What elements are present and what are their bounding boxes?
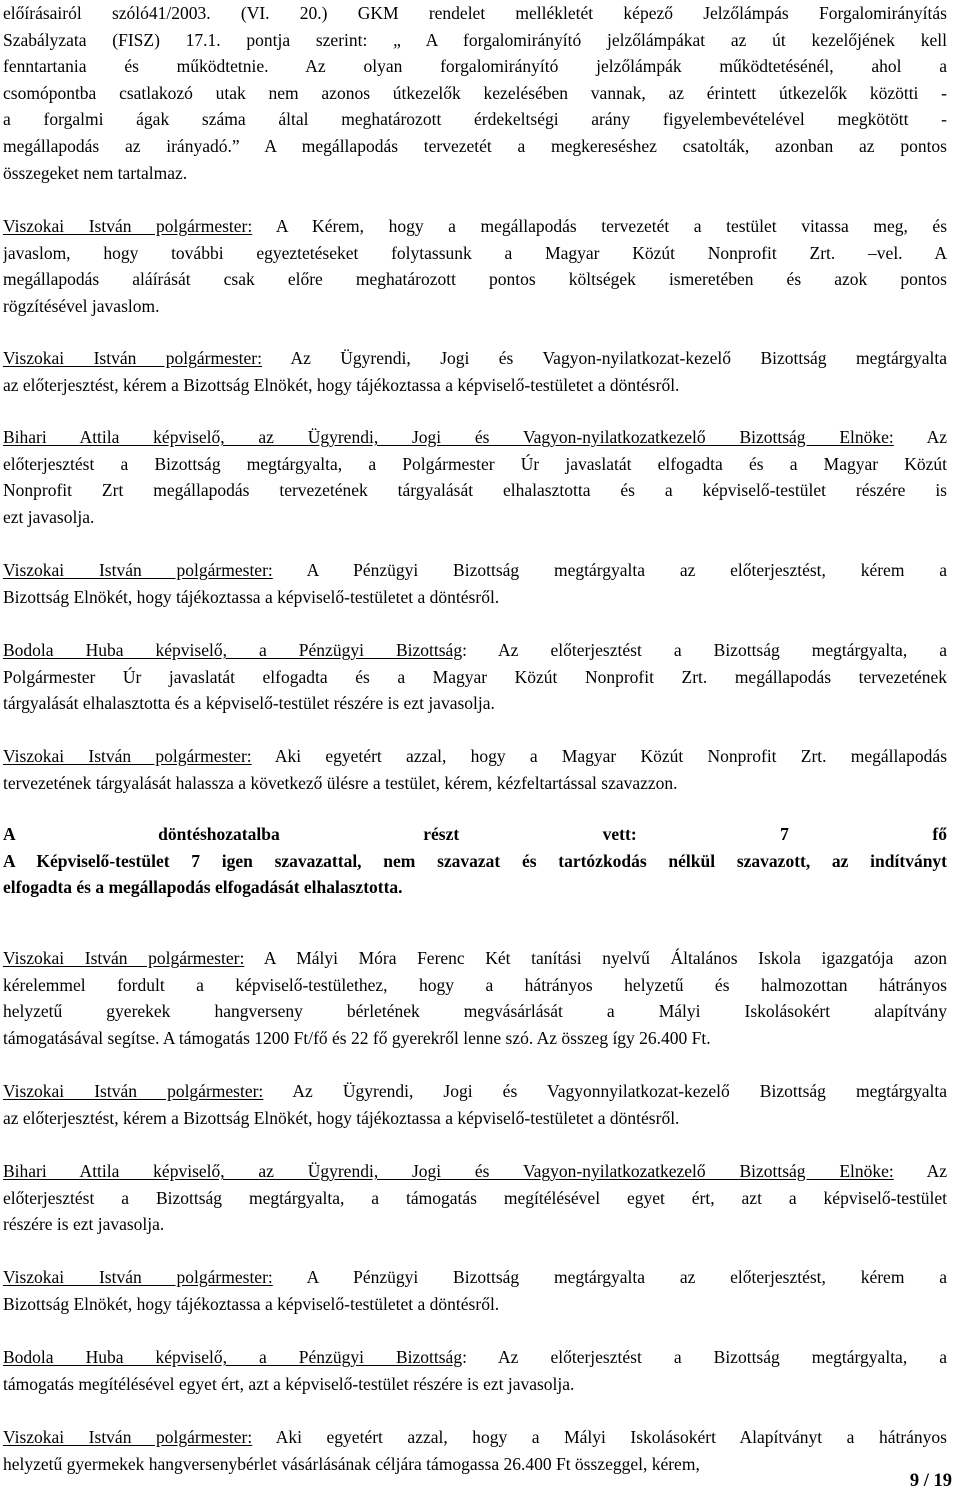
speaker-name: Viszokai István polgármester: <box>3 746 252 766</box>
paragraph <box>3 1078 947 1131</box>
text-line <box>3 477 947 504</box>
paragraph <box>3 557 947 610</box>
text-line <box>3 106 947 133</box>
text-line <box>3 1424 947 1451</box>
line-text: Aki egyetért azzal, hogy a Magyar Közút Nonprofit Zrt. megállapodás <box>251 746 947 766</box>
text-line <box>3 504 947 531</box>
text-line <box>3 998 947 1025</box>
line-text: Az <box>893 427 947 447</box>
line-text: A Kérem, hogy a megállapodás tervezetét a testület vitassa meg, és <box>252 216 947 236</box>
speaker-name: Viszokai István polgármester: <box>3 1267 273 1287</box>
speaker-name: Viszokai István polgármester: <box>3 348 262 368</box>
line-text: tárgyalását elhalasztotta és a képviselő-testület részére is ezt javasolja. <box>3 693 495 714</box>
paragraph <box>3 213 947 319</box>
text-line <box>3 293 947 320</box>
line-text: Aki egyetért azzal, hogy a Mályi Iskolásokért Alapítványt a hátrányos <box>252 1427 947 1447</box>
line-text: a forgalmi ágak száma által meghatározott érdekeltségi arány figyelembevételével megkötött - <box>3 109 947 130</box>
line-text: Polgármester Úr javaslatát elfogadta és a Magyar Közút Nonprofit Zrt. megállapodás tervezetének <box>3 666 947 687</box>
text-line <box>3 53 947 80</box>
text-line <box>3 1158 947 1185</box>
line-text: támogatásával segítse. A támogatás 1200 Ft/fő és 22 fő gyerekről lenne szó. Az összeg így 26.400 Ft. <box>3 1027 711 1048</box>
speaker-name: Viszokai István polgármester: <box>3 560 273 580</box>
line-text: tervezetének tárgyalását halassza a következő ülésre a testület, kérem, kézfeltartással szavazzon. <box>3 772 678 793</box>
text-line <box>3 743 947 770</box>
line-text: : Az előterjesztést a Bizottság megtárgyalta, a <box>462 1347 947 1367</box>
text-line <box>3 160 947 187</box>
line-text: csomópontba csatlakozó utak nem azonos útkezelők kezelésében vannak, az érintett útkezelők közötti - <box>3 82 947 103</box>
line-text: megállapodás az irányadó.” A megállapodás tervezetét a megkereséshez csatolták, azonban az pontos <box>3 135 947 156</box>
paragraph <box>3 1424 947 1477</box>
line-text: Bizottság Elnökét, hogy tájékoztassa a képviselő-testületet a döntésről. <box>3 586 500 607</box>
line-text: részére is ezt javasolja. <box>3 1214 165 1235</box>
text-line <box>3 690 947 717</box>
text-line <box>3 848 947 875</box>
text-line <box>3 80 947 107</box>
speaker-name: Viszokai István polgármester: <box>3 216 253 236</box>
text-line <box>3 1025 947 1052</box>
text-line <box>3 664 947 691</box>
paragraph <box>3 743 947 796</box>
line-text: helyzetű gyermekek hangversenybérlet vásárlásának céljára támogassa 26.400 Ft összeggel, kérem, <box>3 1453 700 1474</box>
line-text: összegeket nem tartalmaz. <box>3 162 188 183</box>
line-text: előterjesztést a Bizottság megtárgyalta, a Polgármester Úr javaslatát elfogadta és a Magyar Közút <box>3 453 947 474</box>
line-text: A Képviselő-testület 7 igen szavazattal, nem szavazat és tartózkodás nélkül szavazott, az indítványt <box>3 850 947 871</box>
paragraph <box>3 637 947 717</box>
line-text: támogatás megítélésével egyet ért, azt a képviselő-testület részére is ezt javasolja. <box>3 1373 575 1394</box>
line-text: Szabályzata (FISZ) 17.1. pontja szerint: „ A forgalomirányító jelzőlámpákat az út kezelőjének kell <box>3 29 947 50</box>
text-line <box>3 770 947 797</box>
paragraph <box>3 424 947 530</box>
text-line <box>3 584 947 611</box>
text-line <box>3 1185 947 1212</box>
paragraph <box>3 1264 947 1317</box>
text-line <box>3 637 947 664</box>
line-text: helyzetű gyerekek hangverseny bérletének megvásárlását a Mályi Iskolásokért alapítvány <box>3 1001 947 1022</box>
text-line <box>3 451 947 478</box>
speaker-name: Viszokai István polgármester: <box>3 948 245 968</box>
line-text: ezt javasolja. <box>3 506 95 527</box>
text-line <box>3 133 947 160</box>
speaker-name: Bodola Huba képviselő, a Pénzügyi Bizottság <box>3 640 463 660</box>
text-line <box>3 1371 947 1398</box>
line-text: Az <box>893 1161 947 1181</box>
line-text: az előterjesztést, kérem a Bizottság Elnökét, hogy tájékoztassa a képviselő-testületet a döntésről. <box>3 374 680 395</box>
speaker-name: Bodola Huba képviselő, a Pénzügyi Bizottság <box>3 1347 463 1367</box>
text-line <box>3 557 947 584</box>
paragraph <box>3 0 947 186</box>
line-text: kérelemmel fordult a képviselő-testülethez, hogy a hátrányos helyzetű és halmozottan hátrányos <box>3 974 947 995</box>
line-text: előterjesztést a Bizottság megtárgyalta, a támogatás megítélésével egyet ért, azt a képviselő-testület <box>3 1187 947 1208</box>
line-text: A Pénzügyi Bizottság megtárgyalta az előterjesztést, kérem a <box>272 1267 947 1287</box>
text-line <box>3 213 947 240</box>
line-text: A Pénzügyi Bizottság megtárgyalta az előterjesztést, kérem a <box>272 560 947 580</box>
line-text: Nonprofit Zrt megállapodás tervezetének tárgyalását elhalasztotta és a képviselő-testület részére is <box>3 480 947 501</box>
text-line <box>3 972 947 999</box>
line-text: : Az előterjesztést a Bizottság megtárgyalta, a <box>462 640 947 660</box>
line-text: Az Ügyrendi, Jogi és Vagyon-nyilatkozat-kezelő Bizottság megtárgyalta <box>262 348 947 368</box>
text-line <box>3 874 947 901</box>
text-line <box>3 1078 947 1105</box>
paragraph <box>3 821 947 901</box>
text-line <box>3 1451 947 1478</box>
text-line <box>3 0 947 27</box>
paragraph <box>3 945 947 1051</box>
paragraph <box>3 345 947 398</box>
text-line <box>3 945 947 972</box>
speaker-name: Bihari Attila képviselő, az Ügyrendi, Jogi és Vagyon-nyilatkozatkezelő Bizottság Elnöke: <box>3 1161 894 1181</box>
text-line <box>3 372 947 399</box>
text-line <box>3 1105 947 1132</box>
text-line <box>3 424 947 451</box>
line-text: rögzítésével javaslom. <box>3 295 160 316</box>
line-text: javaslom, hogy további egyeztetéseket folytassunk a Magyar Közút Nonprofit Zrt. –vel. A <box>3 242 947 263</box>
paragraph <box>3 1344 947 1397</box>
speaker-name: Bihari Attila képviselő, az Ügyrendi, Jogi és Vagyon-nyilatkozatkezelő Bizottság Elnöke: <box>3 427 894 447</box>
line-text: Az Ügyrendi, Jogi és Vagyonnyilatkozat-kezelő Bizottság megtárgyalta <box>263 1081 947 1101</box>
line-text: elfogadta és a megállapodás elfogadását elhalasztotta. <box>3 877 403 898</box>
text-line <box>3 266 947 293</box>
line-text: fenntartania és működtetnie. Az olyan forgalomirányító jelzőlámpák működtetésénél, ahol a <box>3 56 947 77</box>
text-line <box>3 1264 947 1291</box>
line-text: megállapodás aláírását csak előre meghatározott pontos költségek ismeretében és azok pontos <box>3 269 947 290</box>
text-line <box>3 821 947 848</box>
paragraph <box>3 1158 947 1238</box>
line-text: Bizottság Elnökét, hogy tájékoztassa a képviselő-testületet a döntésről. <box>3 1293 500 1314</box>
line-text: A döntéshozatalba részt vett: 7 fő <box>3 824 947 844</box>
text-line <box>3 27 947 54</box>
line-text: előírásairól szóló41/2003. (VI. 20.) GKM rendelet mellékletét képező Jelzőlámpás Forgalomirányítás <box>3 3 947 23</box>
speaker-name: Viszokai István polgármester: <box>3 1427 253 1447</box>
line-text: az előterjesztést, kérem a Bizottság Elnökét, hogy tájékoztassa a képviselő-testületet a döntésről. <box>3 1107 680 1128</box>
speaker-name: Viszokai István polgármester: <box>3 1081 264 1101</box>
text-line <box>3 1211 947 1238</box>
text-line <box>3 345 947 372</box>
page-number: 9 / 19 <box>909 1471 952 1491</box>
text-line <box>3 1291 947 1318</box>
line-text: A Mályi Móra Ferenc Két tanítási nyelvű Általános Iskola igazgatója azon <box>244 948 947 968</box>
text-line <box>3 1344 947 1371</box>
text-line <box>3 240 947 267</box>
